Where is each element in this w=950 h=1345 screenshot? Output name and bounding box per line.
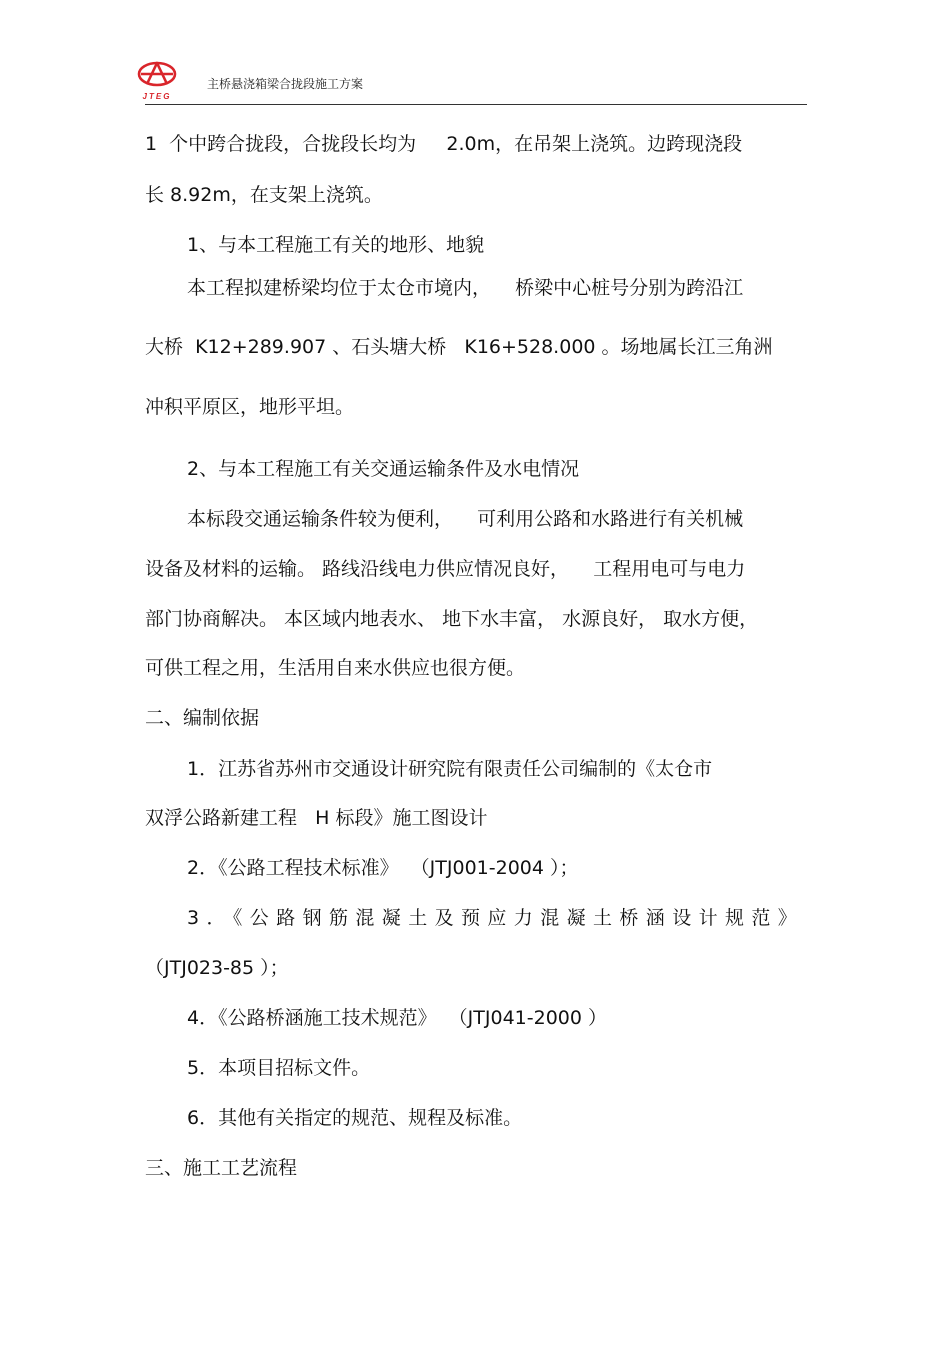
header-divider: [145, 104, 807, 105]
text-line-4: 本工程拟建桥梁均位于太仓市境内， 桥梁中心桩号分别为跨沿江: [187, 277, 744, 299]
section-heading-traffic: 2、与本工程施工有关交通运输条件及水电情况: [187, 458, 580, 480]
text-line-2: 长 8.92m，在支架上浇筑。: [145, 184, 383, 206]
section-heading-terrain: 1、与本工程施工有关的地形、地貌: [187, 234, 485, 256]
text-line-6: 冲积平原区，地形平坦。: [145, 396, 355, 418]
basis-item-2: 2．《公路工程技术标准》 （JTJ001-2004 ）；: [187, 857, 579, 879]
text-line-10: 部门协商解决。 本区域内地表水、 地下水丰富， 水源良好， 取水方便，: [145, 608, 759, 630]
text-line-8: 本标段交通运输条件较为便利， 可利用公路和水路进行有关机械: [187, 508, 744, 530]
section-heading-basis: 二、编制依据: [145, 707, 260, 729]
section-heading-process: 三、施工工艺流程: [145, 1157, 298, 1179]
text-line-5: 大桥 K12+289.907 、石头塘大桥 K16+528.000 。场地属长江三角洲: [145, 336, 773, 358]
basis-item-6: 6．其他有关指定的规范、规程及标准。: [187, 1107, 523, 1129]
basis-item-1-line-2: 双浮公路新建工程 H 标段》施工图设计: [145, 807, 488, 829]
page-header: [135, 60, 807, 106]
document-header-title: 主桥悬浇箱梁合拢段施工方案: [207, 77, 364, 91]
basis-item-3-line-2: （JTJ023-85 ）；: [145, 957, 289, 979]
text-line-9: 设备及材料的运输。 路线沿线电力供应情况良好， 工程用电可与电力: [145, 558, 746, 580]
jteg-logo: [135, 60, 181, 102]
basis-item-5: 5．本项目招标文件。: [187, 1057, 371, 1079]
basis-item-1-line-1: 1．江苏省苏州市交通设计研究院有限责任公司编制的《太仓市: [187, 758, 713, 780]
text-line-11: 可供工程之用，生活用自来水供应也很方便。: [145, 657, 526, 679]
svg-text:JTEG: JTEG: [142, 92, 172, 101]
text-line-1: 1 个中跨合拢段，合拢段长均为 2.0m，在吊架上浇筑。边跨现浇段: [145, 133, 743, 155]
basis-item-4: 4．《公路桥涵施工技术规范》 （JTJ041-2000 ）: [187, 1007, 607, 1029]
basis-item-3-line-1: 3．《公路钢筋混凝土及预应力混凝土桥涵设计规范》: [187, 907, 805, 929]
